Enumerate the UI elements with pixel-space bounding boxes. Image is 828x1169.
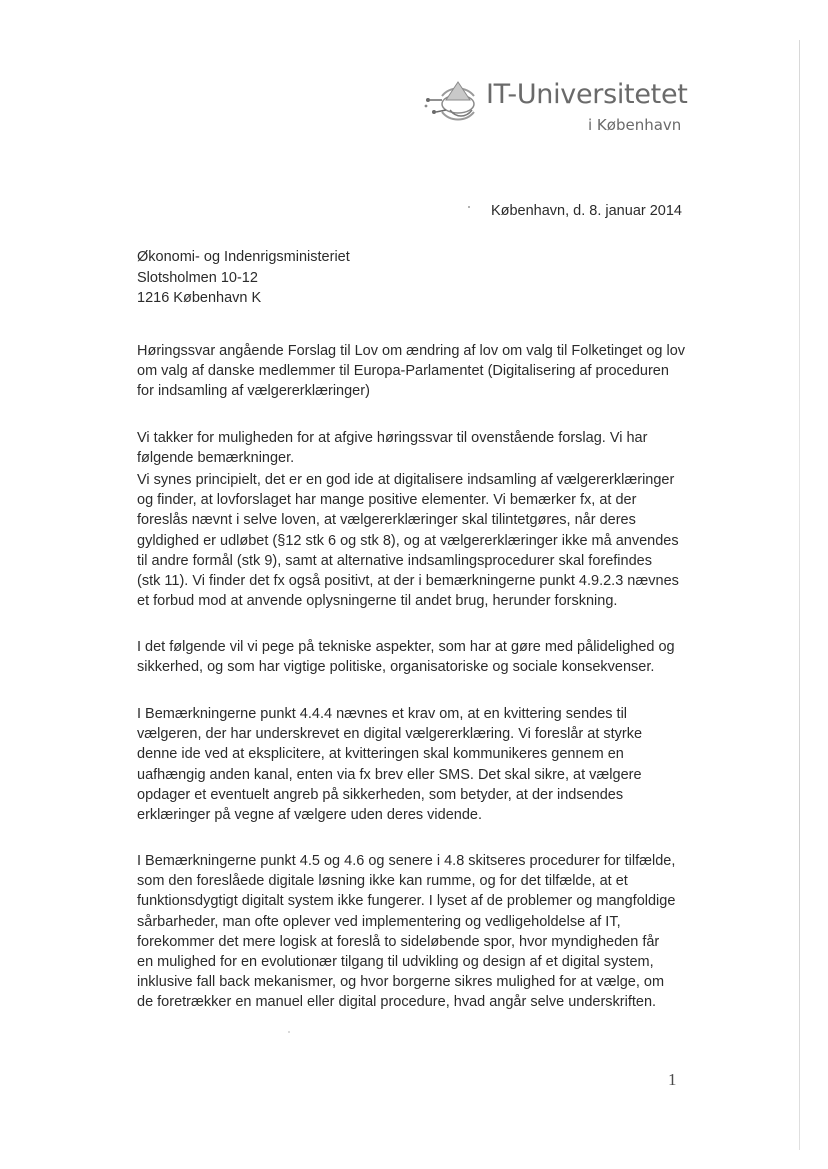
text-line: I Bemærkningerne punkt 4.4.4 nævnes et krav om, at en kvittering sendes til	[137, 706, 628, 722]
scan-speck	[468, 206, 470, 208]
text-line: inklusive fall back mekanismer, og hvor borgerne sikres mulighed for at vælge, om	[137, 974, 665, 991]
text-line: om valg af danske medlemmer til Europa-Parlamentet (Digitalisering af proceduren	[137, 363, 669, 380]
text-line: funktionsdygtigt digitalt system ikke fungerer. I lyset af de problemer og mangfoldige	[137, 893, 676, 910]
body-paragraph	[137, 704, 697, 825]
body-paragraph	[137, 637, 697, 677]
text-line: for indsamling af vælgererklæringer)	[137, 383, 370, 400]
date-line: København, d. 8. januar 2014	[490, 203, 682, 219]
text-line: foreslås nævnt i selve loven, at vælgererklæringer skal tilintetgøres, når deres	[137, 512, 636, 529]
text-line: vælgeren, der har underskrevet en digital vælgererklæring. Vi foreslår at styrke	[137, 726, 643, 743]
body-paragraph	[137, 428, 697, 468]
text-line: til andre formål (stk 9), samt at alternative indsamlingsprocedurer skal forefindes	[137, 552, 652, 569]
text-line: opdager et eventuelt angreb på sikkerheden, som betyder, at der indsendes	[137, 786, 624, 803]
recipient-line: Slotsholmen 10-12	[137, 269, 258, 286]
text-line: forekommer det mere logisk at foreslå to sideløbende spor, hvor myndigheden får	[137, 933, 660, 950]
page-number: 1	[668, 1070, 677, 1089]
itu-logo	[420, 76, 690, 140]
logo-name: IT-Universitetet	[486, 79, 688, 110]
text-line: I Bemærkningerne punkt 4.5 og 4.6 og senere i 4.8 skitseres procedurer for tilfælde,	[137, 853, 676, 869]
body-paragraph	[137, 851, 697, 1013]
text-line: og finder, at lovforslaget har mange positive elementer. Vi bemærker fx, at der	[137, 492, 637, 509]
itu-logo-mark-icon	[420, 76, 484, 132]
text-line: følgende bemærkninger.	[137, 450, 295, 467]
scan-speck	[288, 1031, 290, 1033]
text-line: sårbarheder, man ofte oplever ved implementering og vedligeholdelse af IT,	[137, 913, 621, 930]
text-line: I det følgende vil vi pege på tekniske aspekter, som har at gøre med pålidelighed og	[137, 639, 675, 655]
text-line: denne ide ved at eksplicitere, at kvitteringen skal kommunikeres gennem en	[137, 746, 624, 763]
text-line: (stk 11). Vi finder det fx også positivt, at der i bemærkningerne punkt 4.9.2.3 nævnes	[137, 573, 679, 590]
body-paragraph	[137, 470, 697, 611]
text-line: sikkerhed, og som har vigtige politiske, organisatoriske og sociale konsekvenser.	[137, 659, 655, 676]
text-line: de foretrækker en manuel eller digital procedure, hvad angår selve underskriften.	[137, 994, 657, 1011]
scan-edge-line	[799, 40, 800, 1150]
text-line: som den foreslåede digitale løsning ikke kan rumme, og for det tilfælde, at et	[137, 873, 628, 890]
text-line: gyldighed er udløbet (§12 stk 6 og stk 8), og at vælgererklæringer ikke må anvendes	[137, 532, 679, 549]
text-line: et forbud mod at anvende oplysningerne til andet brug, herunder forskning.	[137, 593, 618, 610]
text-line: erklæringer på vegne af vælgere uden deres vidende.	[137, 807, 482, 824]
text-line: uafhængig anden kanal, enten via fx brev eller SMS. Det skal sikre, at vælgere	[137, 766, 642, 783]
subject-paragraph	[137, 341, 697, 402]
recipient-line: Økonomi- og Indenrigsministeriet	[137, 249, 350, 265]
recipient-address	[137, 247, 350, 309]
text-line: en mulighed for en evolutionær tilgang til udvikling og design af et digital system,	[137, 954, 654, 971]
logo-subtitle: i København	[588, 116, 682, 134]
text-line: Vi synes principielt, det er en god ide at digitalisere indsamling af vælgererklæringer	[137, 472, 675, 488]
text-line: Vi takker for muligheden for at afgive høringssvar til ovenstående forslag. Vi har	[137, 430, 648, 446]
recipient-line: 1216 København K	[137, 290, 262, 306]
text-line: Høringssvar angående Forslag til Lov om ændring af lov om valg til Folketinget og lov	[137, 343, 686, 359]
